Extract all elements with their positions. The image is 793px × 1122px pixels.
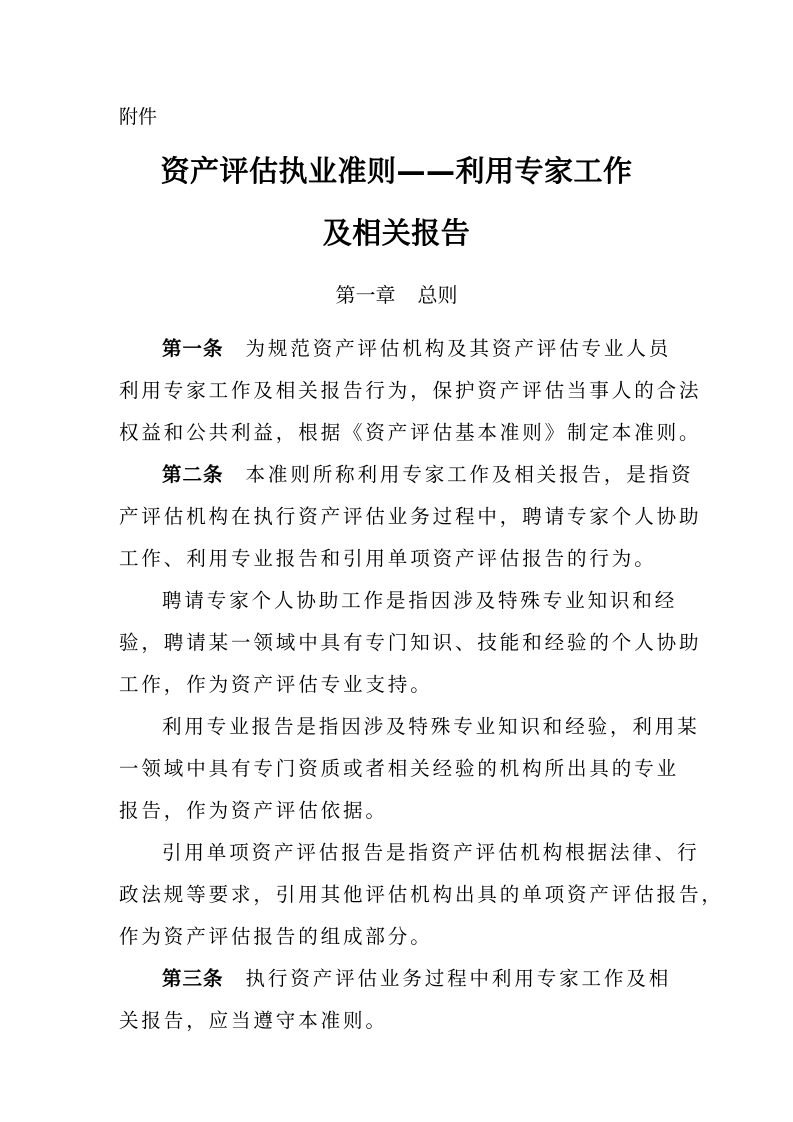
- document-title-line-2: 及相关报告: [322, 216, 471, 250]
- paragraph-line: 引用单项资产评估报告是指资产评估机构根据法律、行: [162, 841, 700, 864]
- article-line: 权益和公共利益，根据《资产评估基本准则》制定本准则。: [119, 421, 702, 444]
- article-number: 第三条: [162, 967, 224, 990]
- article-number: 第一条: [162, 337, 224, 360]
- paragraph-expert-assistance: [119, 580, 702, 706]
- article-line: 关报告，应当遵守本准则。: [119, 1009, 388, 1032]
- article-2: [119, 454, 702, 580]
- paragraph-line: 验，聘请某一领域中具有专门知识、技能和经验的个人协助: [119, 631, 702, 654]
- paragraph-professional-report: [119, 706, 700, 832]
- article-3: [119, 958, 679, 1042]
- paragraph-line: 工作，作为资产评估专业支持。: [119, 673, 433, 696]
- paragraph-line: 一领域中具有专门资质或者相关经验的机构所出具的专业: [119, 757, 680, 780]
- article-line: 产评估机构在执行资产评估业务过程中，聘请专家个人协助: [119, 505, 702, 528]
- article-number: 第二条: [162, 463, 224, 486]
- article-line: [119, 958, 679, 1000]
- article-line: [119, 328, 679, 370]
- chapter-title: 总则: [417, 283, 458, 307]
- chapter-number: 第一章: [335, 283, 396, 307]
- document-body: [119, 328, 724, 1042]
- article-text: 本准则所称利用专家工作及相关报告，是指资: [245, 463, 694, 486]
- paragraph-line: 报告，作为资产评估依据。: [119, 799, 388, 822]
- document-title-line-1: 资产评估执业准则——利用专家工作: [160, 154, 633, 188]
- paragraph-line: 利用专业报告是指因涉及特殊专业知识和经验，利用某: [162, 715, 700, 738]
- article-line: 利用专家工作及相关报告行为，保护资产评估当事人的合法: [119, 379, 702, 402]
- paragraph-line: 聘请专家个人协助工作是指因涉及特殊专业知识和经: [162, 589, 678, 612]
- chapter-heading: [0, 281, 793, 309]
- paragraph-line: 作为资产评估报告的组成部分。: [119, 925, 433, 948]
- article-line: [119, 454, 694, 496]
- article-1: [119, 328, 702, 454]
- attachment-label: 附件: [119, 106, 158, 128]
- paragraph-single-item-report: [119, 832, 724, 958]
- article-line: 工作、利用专业报告和引用单项资产评估报告的行为。: [119, 547, 657, 570]
- article-text: 执行资产评估业务过程中利用专家工作及相: [245, 967, 672, 990]
- paragraph-line: 政法规等要求，引用其他评估机构出具的单项资产评估报告，: [119, 883, 724, 906]
- article-text: 为规范资产评估机构及其资产评估专业人员: [245, 337, 672, 360]
